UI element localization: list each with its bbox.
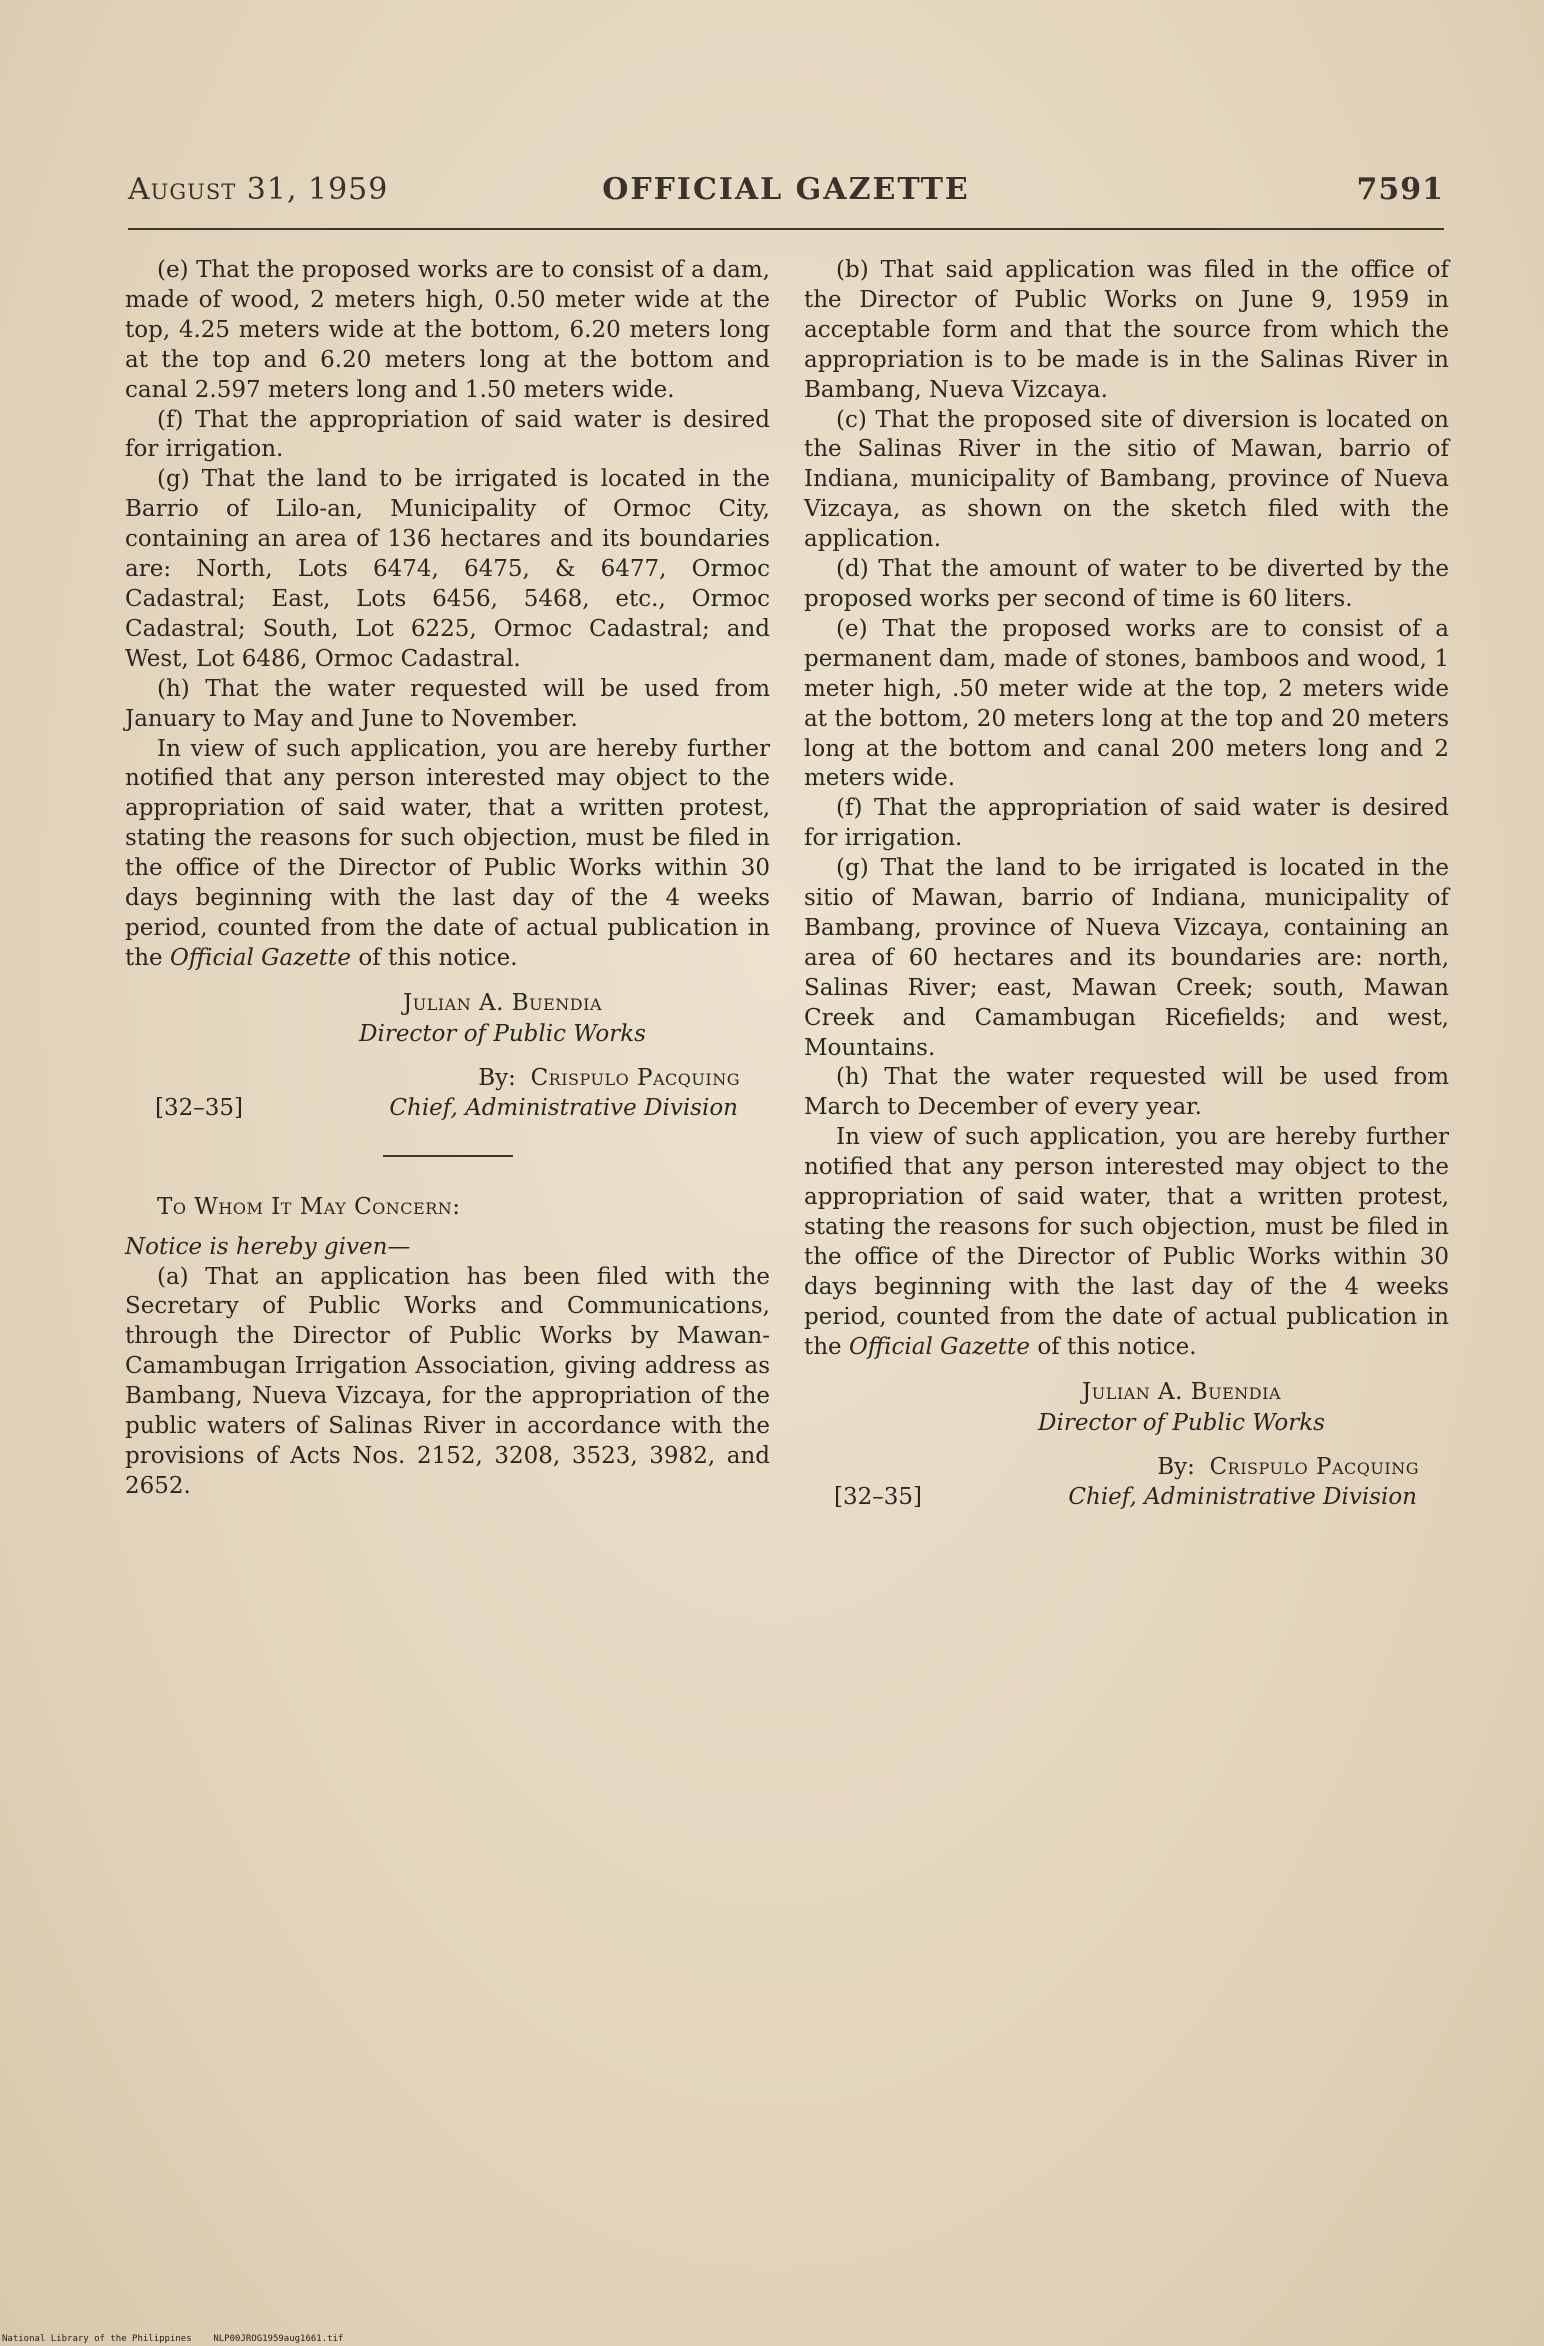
paragraph-c: (c) That the proposed site of diversion is located on the Salinas River in the sitio of Mawan, barrio of Indiana, municipality of Bambang, province of Nueva Vizcaya, as shown on the sketch filed with the application. — [804, 406, 1449, 553]
paragraph-in-view — [125, 735, 770, 974]
in-view-text: In view of such application, you are hereby further notified that any person interested may object to the appropriation of said water, that a written protest, stating the reasons for such objection, must be filed in the office of the Director of Public Works within 30 days beginning with the last day of the 4 weeks period, counted from the date of actual publication in the — [125, 735, 770, 971]
page-number: 7591 — [1356, 172, 1444, 207]
by-name: Crispulo Pacquing — [1209, 1453, 1419, 1480]
paragraph-d: (d) That the amount of water to be diverted by the proposed works per second of time is 60 liters. — [804, 556, 1449, 612]
paragraph-e: (e) That the proposed works are to consist of a dam, made of wood, 2 meters high, 0.50 meter wide at the top, 4.25 meters wide at the bottom, 6.20 meters long at the top and 6.20 meters long at the bottom and canal 2.597 meters long and 1.50 meters wide. — [125, 257, 770, 403]
signed-by — [125, 1061, 770, 1095]
page-header — [128, 172, 1444, 212]
paragraph-g: (g) That the land to be irrigated is located in the sitio of Mawan, barrio of Indiana, municipality of Bambang, province of Nueva Vizcaya, containing an area of 60 hectares and its boundaries are: north, Salinas River; east, Mawan Creek; south, Mawan Creek and Camambugan Ricefields; and west, Mountains. — [804, 855, 1449, 1061]
right-column — [804, 256, 1449, 1514]
issue-range: [32–35] — [834, 1483, 922, 1510]
signatory-name: Julian A. Buendia — [402, 989, 603, 1016]
signatory-title: Director of Public Works — [1038, 1409, 1325, 1436]
paragraph-f: (f) That the appropriation of said water is desired for irrigation. — [804, 795, 1449, 852]
gazette-name: Official Gazette — [848, 1333, 1031, 1360]
paragraph-a: (a) That an application has been filed with the Secretary of Public Works and Communications, through the Director of Public Works by Mawan-Camambugan Irrigation Association, giving address as Bambang, Nueva Vizcaya, for the appropriation of the public waters of Salinas River in accordance with the provisions of Acts Nos. 2152, 3208, 3523, 3982, and 2652. — [125, 1263, 770, 1499]
signed-by — [804, 1450, 1449, 1484]
chief-title: Chief, Administrative Division — [389, 1094, 738, 1121]
library-credit: National Library of the Philippines — [2, 2334, 192, 2344]
issue-range: [32–35] — [155, 1094, 243, 1121]
salutation: To Whom It May Concern: — [157, 1193, 461, 1220]
left-column — [125, 256, 770, 1502]
signature-footer — [804, 1480, 1449, 1514]
by-name: Crispulo Pacquing — [530, 1064, 740, 1091]
in-view-end: of this notice. — [358, 944, 518, 971]
paragraph-g: (g) That the land to be irrigated is located in the Barrio of Lilo-an, Municipality of Ormoc City, containing an area of 136 hectares and its boundaries are: North, Lots 6474, 6475, & 6477, Ormoc Cadastral; East, Lots 6456, 5468, etc., Ormoc Cadastral; South, Lot 6225, Ormoc Cadastral; and West, Lot 6486, Ormoc Cadastral. — [125, 466, 770, 672]
section-divider — [383, 1155, 513, 1157]
in-view-end: of this notice. — [1037, 1333, 1197, 1360]
scan-footer — [2, 2334, 343, 2344]
signatory-title: Director of Public Works — [359, 1020, 646, 1047]
paragraph-in-view — [804, 1123, 1449, 1362]
signatory-name: Julian A. Buendia — [1081, 1378, 1282, 1405]
header-rule — [128, 228, 1444, 230]
chief-title: Chief, Administrative Division — [1068, 1483, 1417, 1510]
paragraph-f: (f) That the appropriation of said water is desired for irrigation. — [125, 406, 770, 463]
notice-heading: Notice is hereby given— — [125, 1233, 411, 1260]
paragraph-h: (h) That the water requested will be used from January to May and June to November. — [125, 675, 770, 732]
by-label: By: — [1157, 1453, 1195, 1480]
publication-title: OFFICIAL GAZETTE — [602, 172, 970, 207]
signature-footer — [125, 1091, 770, 1125]
paragraph-b: (b) That said application was filed in the office of the Director of Public Works on June 9, 1959 in acceptable form and that the source from which the appropriation is to be made is in the Salinas River in Bambang, Nueva Vizcaya. — [804, 257, 1449, 403]
paragraph-e: (e) That the proposed works are to consist of a permanent dam, made of stones, bamboos and wood, 1 meter high, .50 meter wide at the top, 2 meters wide at the bottom, 20 meters long at the top and 20 meters long at the bottom and canal 200 meters long and 2 meters wide. — [804, 615, 1449, 792]
issue-date: August 31, 1959 — [128, 172, 389, 207]
paragraph-h: (h) That the water requested will be used from March to December of every year. — [804, 1064, 1449, 1121]
by-label: By: — [478, 1064, 516, 1091]
scan-filename: NLP00JROG1959aug1661.tif — [213, 2334, 344, 2344]
in-view-text: In view of such application, you are hereby further notified that any person interested may object to the appropriation of said water, that a written protest, stating the reasons for such objection, must be filed in the office of the Director of Public Works within 30 days beginning with the last day of the 4 weeks period, counted from the date of actual publication in the — [804, 1124, 1449, 1360]
gazette-name: Official Gazette — [169, 944, 352, 971]
